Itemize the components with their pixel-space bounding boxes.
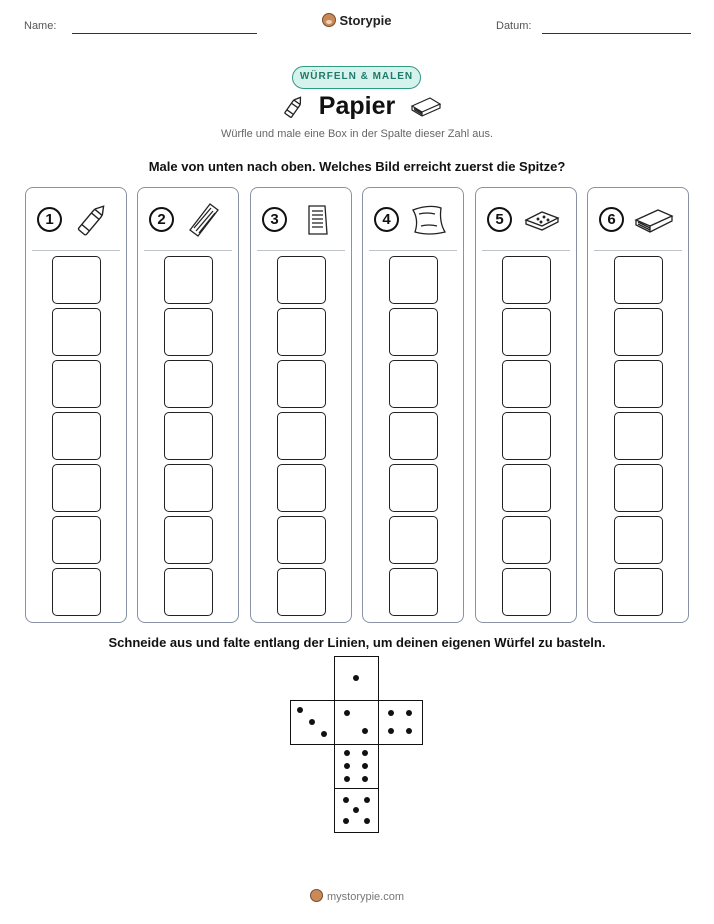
- color-box[interactable]: [52, 256, 101, 304]
- color-box[interactable]: [614, 464, 663, 512]
- die-pip: [362, 728, 368, 734]
- column-number: 2: [149, 207, 174, 232]
- die-pip: [406, 710, 412, 716]
- color-box[interactable]: [52, 360, 101, 408]
- die-pip: [362, 776, 368, 782]
- color-box[interactable]: [164, 360, 213, 408]
- color-box[interactable]: [277, 256, 326, 304]
- cardboard-icon: [184, 200, 224, 245]
- cut-instruction: Schneide aus und falte entlang der Linien, um deinen eigenen Würfel zu basteln.: [108, 635, 606, 650]
- color-box[interactable]: [389, 412, 438, 460]
- column-header: [476, 188, 576, 250]
- crayon-icon: [72, 200, 112, 245]
- paper-stack-icon: [410, 94, 442, 123]
- color-box[interactable]: [389, 256, 438, 304]
- color-box[interactable]: [277, 412, 326, 460]
- bear-logo-icon: [322, 13, 336, 27]
- subtitle: Würfle und male eine Box in der Spalte dieser Zahl aus.: [220, 128, 494, 140]
- die-pip: [406, 728, 412, 734]
- footer: [0, 889, 714, 903]
- color-box[interactable]: [277, 568, 326, 616]
- color-box[interactable]: [52, 464, 101, 512]
- die-pip: [344, 763, 350, 769]
- die-face-1: [334, 656, 379, 701]
- color-box[interactable]: [389, 308, 438, 356]
- color-box[interactable]: [389, 464, 438, 512]
- column-number: 3: [262, 207, 287, 232]
- color-box[interactable]: [164, 308, 213, 356]
- paper-stack-icon: [634, 200, 674, 245]
- date-line[interactable]: [542, 33, 691, 34]
- storypie-logo: [0, 13, 714, 28]
- color-box[interactable]: [614, 516, 663, 564]
- column-number: 6: [599, 207, 624, 232]
- die-pip: [353, 675, 359, 681]
- die-pip: [353, 807, 359, 813]
- die-pip: [362, 763, 368, 769]
- die-pip: [309, 719, 315, 725]
- name-line[interactable]: [72, 33, 257, 34]
- color-box[interactable]: [614, 360, 663, 408]
- color-box[interactable]: [277, 360, 326, 408]
- column-header: [363, 188, 463, 250]
- column-2: [137, 187, 239, 623]
- color-box[interactable]: [277, 516, 326, 564]
- color-box[interactable]: [389, 360, 438, 408]
- color-box[interactable]: [614, 568, 663, 616]
- color-box[interactable]: [389, 516, 438, 564]
- color-box[interactable]: [389, 568, 438, 616]
- color-box[interactable]: [52, 308, 101, 356]
- date-label: Datum:: [496, 20, 532, 32]
- color-box[interactable]: [52, 412, 101, 460]
- color-box[interactable]: [277, 464, 326, 512]
- column-header: [26, 188, 126, 250]
- logo-text: Storypie: [339, 13, 392, 28]
- die-face-2: [334, 700, 379, 745]
- die-pip: [388, 728, 394, 734]
- color-box[interactable]: [502, 412, 551, 460]
- sponge-icon: [522, 200, 562, 245]
- die-pip: [364, 818, 370, 824]
- color-box[interactable]: [164, 516, 213, 564]
- color-box[interactable]: [164, 412, 213, 460]
- column-number: 1: [37, 207, 62, 232]
- footer-text: mystorypie.com: [326, 891, 405, 903]
- color-box[interactable]: [502, 308, 551, 356]
- color-box[interactable]: [502, 360, 551, 408]
- column-header: [588, 188, 688, 250]
- die-pip: [297, 707, 303, 713]
- die-pip: [362, 750, 368, 756]
- die-pip: [343, 797, 349, 803]
- color-box[interactable]: [164, 464, 213, 512]
- die-face-6: [334, 744, 379, 789]
- column-divider: [482, 250, 570, 251]
- column-header: [251, 188, 351, 250]
- die-pip: [388, 710, 394, 716]
- category-badge: WÜRFELN & MALEN: [292, 66, 421, 89]
- color-box[interactable]: [502, 568, 551, 616]
- column-4: [362, 187, 464, 623]
- column-6: [587, 187, 689, 623]
- column-divider: [257, 250, 345, 251]
- column-divider: [144, 250, 232, 251]
- column-3: [250, 187, 352, 623]
- die-pip: [343, 818, 349, 824]
- column-divider: [32, 250, 120, 251]
- instruction-text: Male von unten nach oben. Welches Bild erreicht zuerst die Spitze?: [148, 159, 566, 174]
- die-pip: [344, 776, 350, 782]
- color-box[interactable]: [164, 568, 213, 616]
- color-box[interactable]: [164, 256, 213, 304]
- color-box[interactable]: [277, 308, 326, 356]
- color-box[interactable]: [502, 464, 551, 512]
- name-label: Name:: [24, 20, 57, 32]
- napkin-icon: [409, 200, 449, 245]
- color-box[interactable]: [502, 256, 551, 304]
- die-face-3: [290, 700, 335, 745]
- color-box[interactable]: [614, 308, 663, 356]
- paper-sheet-icon: [297, 200, 337, 245]
- column-5: [475, 187, 577, 623]
- column-header: [138, 188, 238, 250]
- column-divider: [369, 250, 457, 251]
- die-pip: [321, 731, 327, 737]
- die-face-5: [334, 788, 379, 833]
- column-number: 5: [487, 207, 512, 232]
- die-pip: [364, 797, 370, 803]
- color-box[interactable]: [614, 412, 663, 460]
- page-title: Papier: [318, 92, 396, 120]
- die-pip: [344, 750, 350, 756]
- column-1: [25, 187, 127, 623]
- color-box[interactable]: [502, 516, 551, 564]
- die-pip: [344, 710, 350, 716]
- die-face-4: [378, 700, 423, 745]
- color-box[interactable]: [614, 256, 663, 304]
- color-box[interactable]: [52, 516, 101, 564]
- column-number: 4: [374, 207, 399, 232]
- column-divider: [594, 250, 682, 251]
- color-box[interactable]: [52, 568, 101, 616]
- bear-logo-icon: [310, 889, 323, 902]
